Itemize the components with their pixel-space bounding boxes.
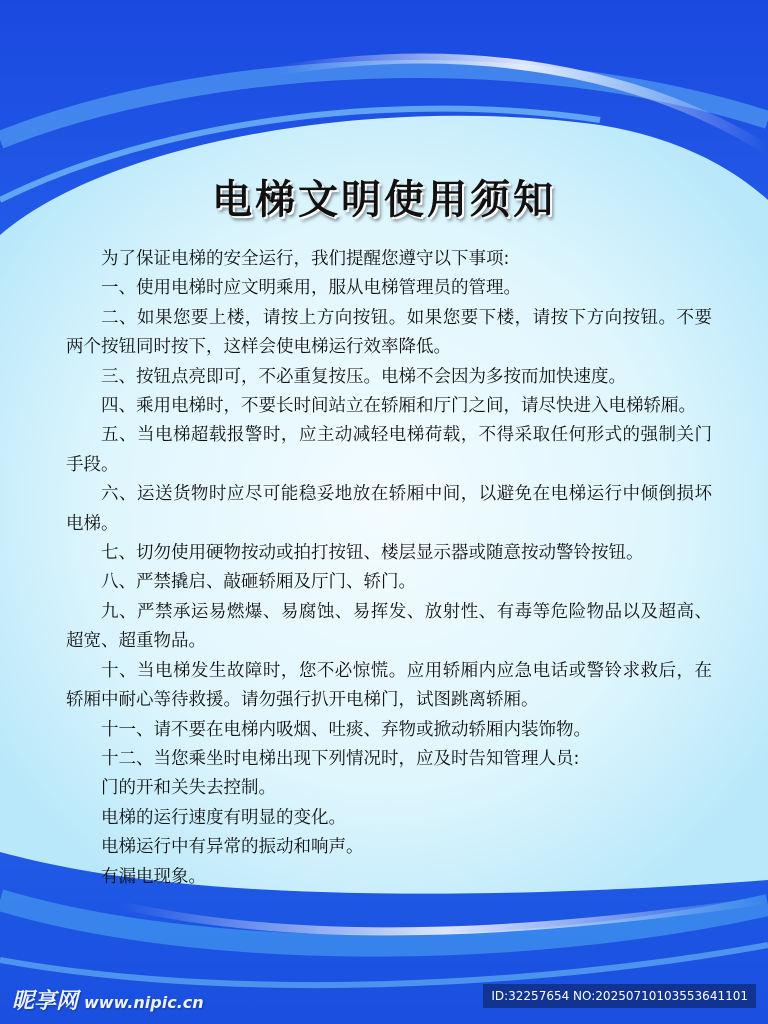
rule-item-12: 十二、当您乘坐时电梯出现下列情况时，应及时告知管理人员: <box>101 748 580 769</box>
rule-item-9: 九、严禁承运易燃爆、易腐蚀、易挥发、放射性、有毒等危险物品以及超高、超宽、超重物品。 <box>66 601 712 652</box>
condition-item: 电梯的运行速度有明显的变化。 <box>101 807 346 828</box>
watermark-id: ID:32257654 NO:20250710103553641101 <box>483 984 756 1008</box>
watermark-site: www.nipic.cn <box>84 993 204 1012</box>
rule-item-6: 六、运送货物时应尽可能稳妥地放在轿厢中间，以避免在电梯运行中倾倒损坏电梯。 <box>66 484 712 534</box>
condition-item: 有漏电现象。 <box>101 866 206 887</box>
watermark-logo <box>12 984 204 1015</box>
rule-item-3: 三、按钮点亮即可，不必重复按压。电梯不会因为多按而加快速度。 <box>101 366 626 387</box>
rule-item-5: 五、当电梯超载报警时，应主动减轻电梯荷载，不得采取任何形式的强制关门手段。 <box>66 425 712 475</box>
rule-item-11: 十一、请不要在电梯内吸烟、吐痰、弃物或掀动轿厢内装饰物。 <box>101 719 591 740</box>
rule-item-8: 八、严禁撬启、敲砸轿厢及厅门、轿门。 <box>101 572 416 593</box>
condition-item: 电梯运行中有异常的振动和响声。 <box>101 837 364 858</box>
watermark-logo-text: 昵享网 <box>12 989 79 1014</box>
rule-item-10: 十、当电梯发生故障时，您不必惊慌。应用轿厢内应急电话或警铃求救后，在轿厢中耐心等待救援。请勿强行扒开电梯门，试图跳离轿厢。 <box>66 660 712 711</box>
notice-body <box>66 245 712 892</box>
rule-item-1: 一、使用电梯时应文明乘用，服从电梯管理员的管理。 <box>101 278 521 299</box>
notice-intro: 为了保证电梯的安全运行，我们提醒您遵守以下事项: <box>101 249 510 269</box>
rule-item-7: 七、切勿使用硬物按动或拍打按钮、楼层显示器或随意按动警铃按钮。 <box>101 543 644 564</box>
poster-title: 电梯文明使用须知 <box>212 177 556 223</box>
rule-item-2: 二、如果您要上楼，请按上方向按钮。如果您要下楼，请按下方向按钮。不要两个按钮同时按下，这样会使电梯运行效率降低。 <box>66 307 712 358</box>
condition-item: 门的开和关失去控制。 <box>101 778 276 799</box>
rule-item-4: 四、乘用电梯时，不要长时间站立在轿厢和厅门之间，请尽快进入电梯轿厢。 <box>101 396 696 417</box>
